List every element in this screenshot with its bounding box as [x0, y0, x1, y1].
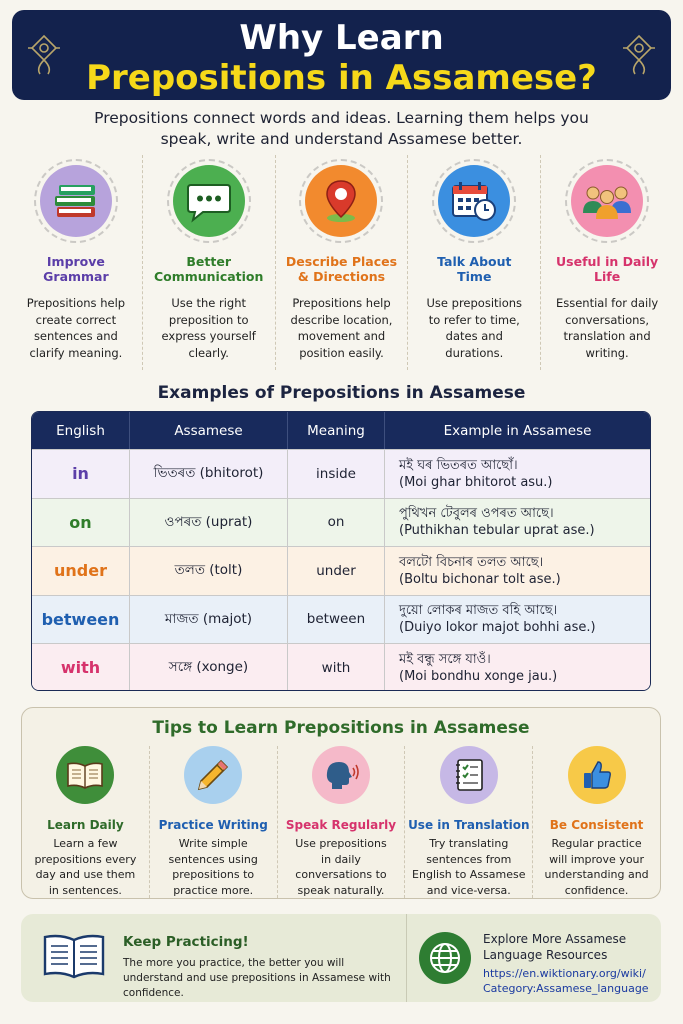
calendar-clock-icon	[438, 165, 510, 237]
benefit-desc: Use the right preposition to express yourself clearly.	[161, 296, 256, 360]
benefit-daily-life	[540, 155, 673, 370]
examples-title: Examples of Prepositions in Assamese	[157, 383, 526, 403]
header-banner	[12, 10, 671, 100]
tip-desc: Regular practice will improve your understanding and confidence.	[544, 837, 649, 897]
benefit-title: Better Communication	[153, 254, 264, 284]
intro-text: Prepositions connect words and ideas. Learning them helps you speak, write and understand Assamese better.	[94, 109, 589, 148]
ornament-icon	[26, 32, 62, 78]
cell-example: পুথিখন টেবুলৰ ওপৰত আছে। (Puthikhan tebular uprat ase.)	[384, 499, 650, 547]
tip-title: Be Consistent	[549, 818, 644, 832]
thumbs-up-icon	[568, 746, 626, 804]
tips-panel	[21, 707, 661, 899]
cell-meaning: between	[287, 596, 384, 644]
table-row	[32, 595, 650, 644]
table-row	[32, 498, 650, 547]
title-line-1: Why Learn	[239, 18, 444, 58]
examples-table	[31, 411, 651, 691]
tip-desc: Write simple sentences using prepositions to practice more.	[168, 837, 258, 897]
tip-desc: Try translating sentences from English to Assamese and vice-versa.	[412, 837, 526, 897]
people-icon	[571, 165, 643, 237]
tip-use-in-translation	[404, 746, 532, 898]
benefit-title: Useful in Daily Life	[556, 254, 659, 284]
benefit-desc: Essential for daily conversations, translation and writing.	[555, 296, 659, 360]
header-meaning: Meaning	[287, 412, 384, 449]
benefit-title: Improve Grammar	[43, 254, 109, 284]
cell-assamese: সঙ্গে (xonge)	[129, 644, 287, 691]
cell-meaning: inside	[287, 450, 384, 498]
benefit-title: Describe Places & Directions	[285, 254, 398, 284]
footer-panel	[21, 914, 661, 1002]
tip-be-consistent	[532, 746, 660, 898]
open-book-icon	[56, 746, 114, 804]
table-row	[32, 449, 650, 498]
table-row	[32, 643, 650, 691]
footer-left-title: Keep Practicing!	[123, 934, 249, 950]
benefit-desc: Prepositions help create correct sentences and clarify meaning.	[26, 296, 126, 360]
cell-english: in	[72, 464, 89, 484]
header-assamese: Assamese	[129, 412, 287, 449]
header-english: English	[56, 422, 105, 439]
benefit-desc: Prepositions help describe location, movement and position easily.	[290, 296, 393, 360]
cell-meaning: on	[287, 499, 384, 547]
cell-assamese: মাজত (majot)	[129, 596, 287, 644]
benefit-improve-grammar	[10, 155, 142, 370]
wiktionary-link[interactable]: https://en.wiktionary.org/wiki/ Category:Assamese_language	[483, 967, 649, 995]
pencil-icon	[184, 746, 242, 804]
cell-meaning: with	[287, 644, 384, 691]
tip-title: Speak Regularly	[285, 818, 397, 832]
benefits-row	[10, 155, 673, 370]
tip-title: Practice Writing	[158, 818, 268, 832]
tip-title: Learn Daily	[47, 818, 124, 832]
cell-english: with	[60, 658, 101, 678]
tip-speak-regularly	[277, 746, 405, 898]
header-example: Example in Assamese	[384, 412, 650, 449]
cell-meaning: under	[287, 547, 384, 595]
cell-english: between	[41, 609, 120, 629]
benefit-better-communication	[142, 155, 275, 370]
title-line-2: Prepositions in Assamese?	[86, 58, 597, 98]
location-pin-icon	[305, 165, 377, 237]
cell-example: বলটো বিচনাৰ তলত আছে। (Boltu bichonar tolt ase.)	[384, 547, 650, 595]
tips-title: Tips to Learn Prepositions in Assamese	[152, 718, 530, 738]
table-header	[32, 412, 650, 449]
table-row	[32, 546, 650, 595]
speech-bubble-icon	[173, 165, 245, 237]
tip-desc: Learn a few prepositions every day and use them in sentences.	[34, 837, 137, 897]
tip-title: Use in Translation	[408, 818, 530, 832]
speaking-head-icon	[312, 746, 370, 804]
notebook-checklist-icon	[440, 746, 498, 804]
books-icon	[40, 165, 112, 237]
benefit-describe-places	[275, 155, 408, 370]
cell-english: on	[69, 512, 92, 532]
ornament-icon	[621, 32, 657, 78]
cell-assamese: ভিতৰত (bhitorot)	[129, 450, 287, 498]
cell-assamese: তলত (tolt)	[129, 547, 287, 595]
globe-icon	[419, 932, 471, 984]
benefit-talk-about-time	[407, 155, 540, 370]
benefit-title: Talk About Time	[437, 254, 512, 284]
cell-assamese: ওপৰত (uprat)	[129, 499, 287, 547]
footer-right-title: Explore More Assamese Language Resources	[483, 932, 627, 962]
benefit-desc: Use prepositions to refer to time, dates and durations.	[426, 296, 523, 360]
cell-example: মই বন্ধু সঙ্গে যাওঁ। (Moi bondhu xonge jau.)	[384, 644, 650, 691]
cell-example: দুয়ো লোকৰ মাজত বহি আছে। (Duiyo lokor majot bohhi ase.)	[384, 596, 650, 644]
cell-english: under	[54, 561, 107, 581]
open-book-icon	[41, 932, 107, 982]
resources-section	[406, 914, 661, 1002]
tip-practice-writing	[149, 746, 277, 898]
tip-learn-daily	[22, 746, 149, 898]
cell-example: মই ঘৰ ভিতৰত আছোঁ। (Moi ghar bhitorot asu.)	[384, 450, 650, 498]
footer-left-text: The more you practice, the better you will understand and use prepositions in Assamese with confidence.	[123, 957, 391, 999]
tip-desc: Use prepositions in daily conversations to speak naturally.	[295, 837, 387, 897]
keep-practicing-section	[21, 914, 406, 1002]
